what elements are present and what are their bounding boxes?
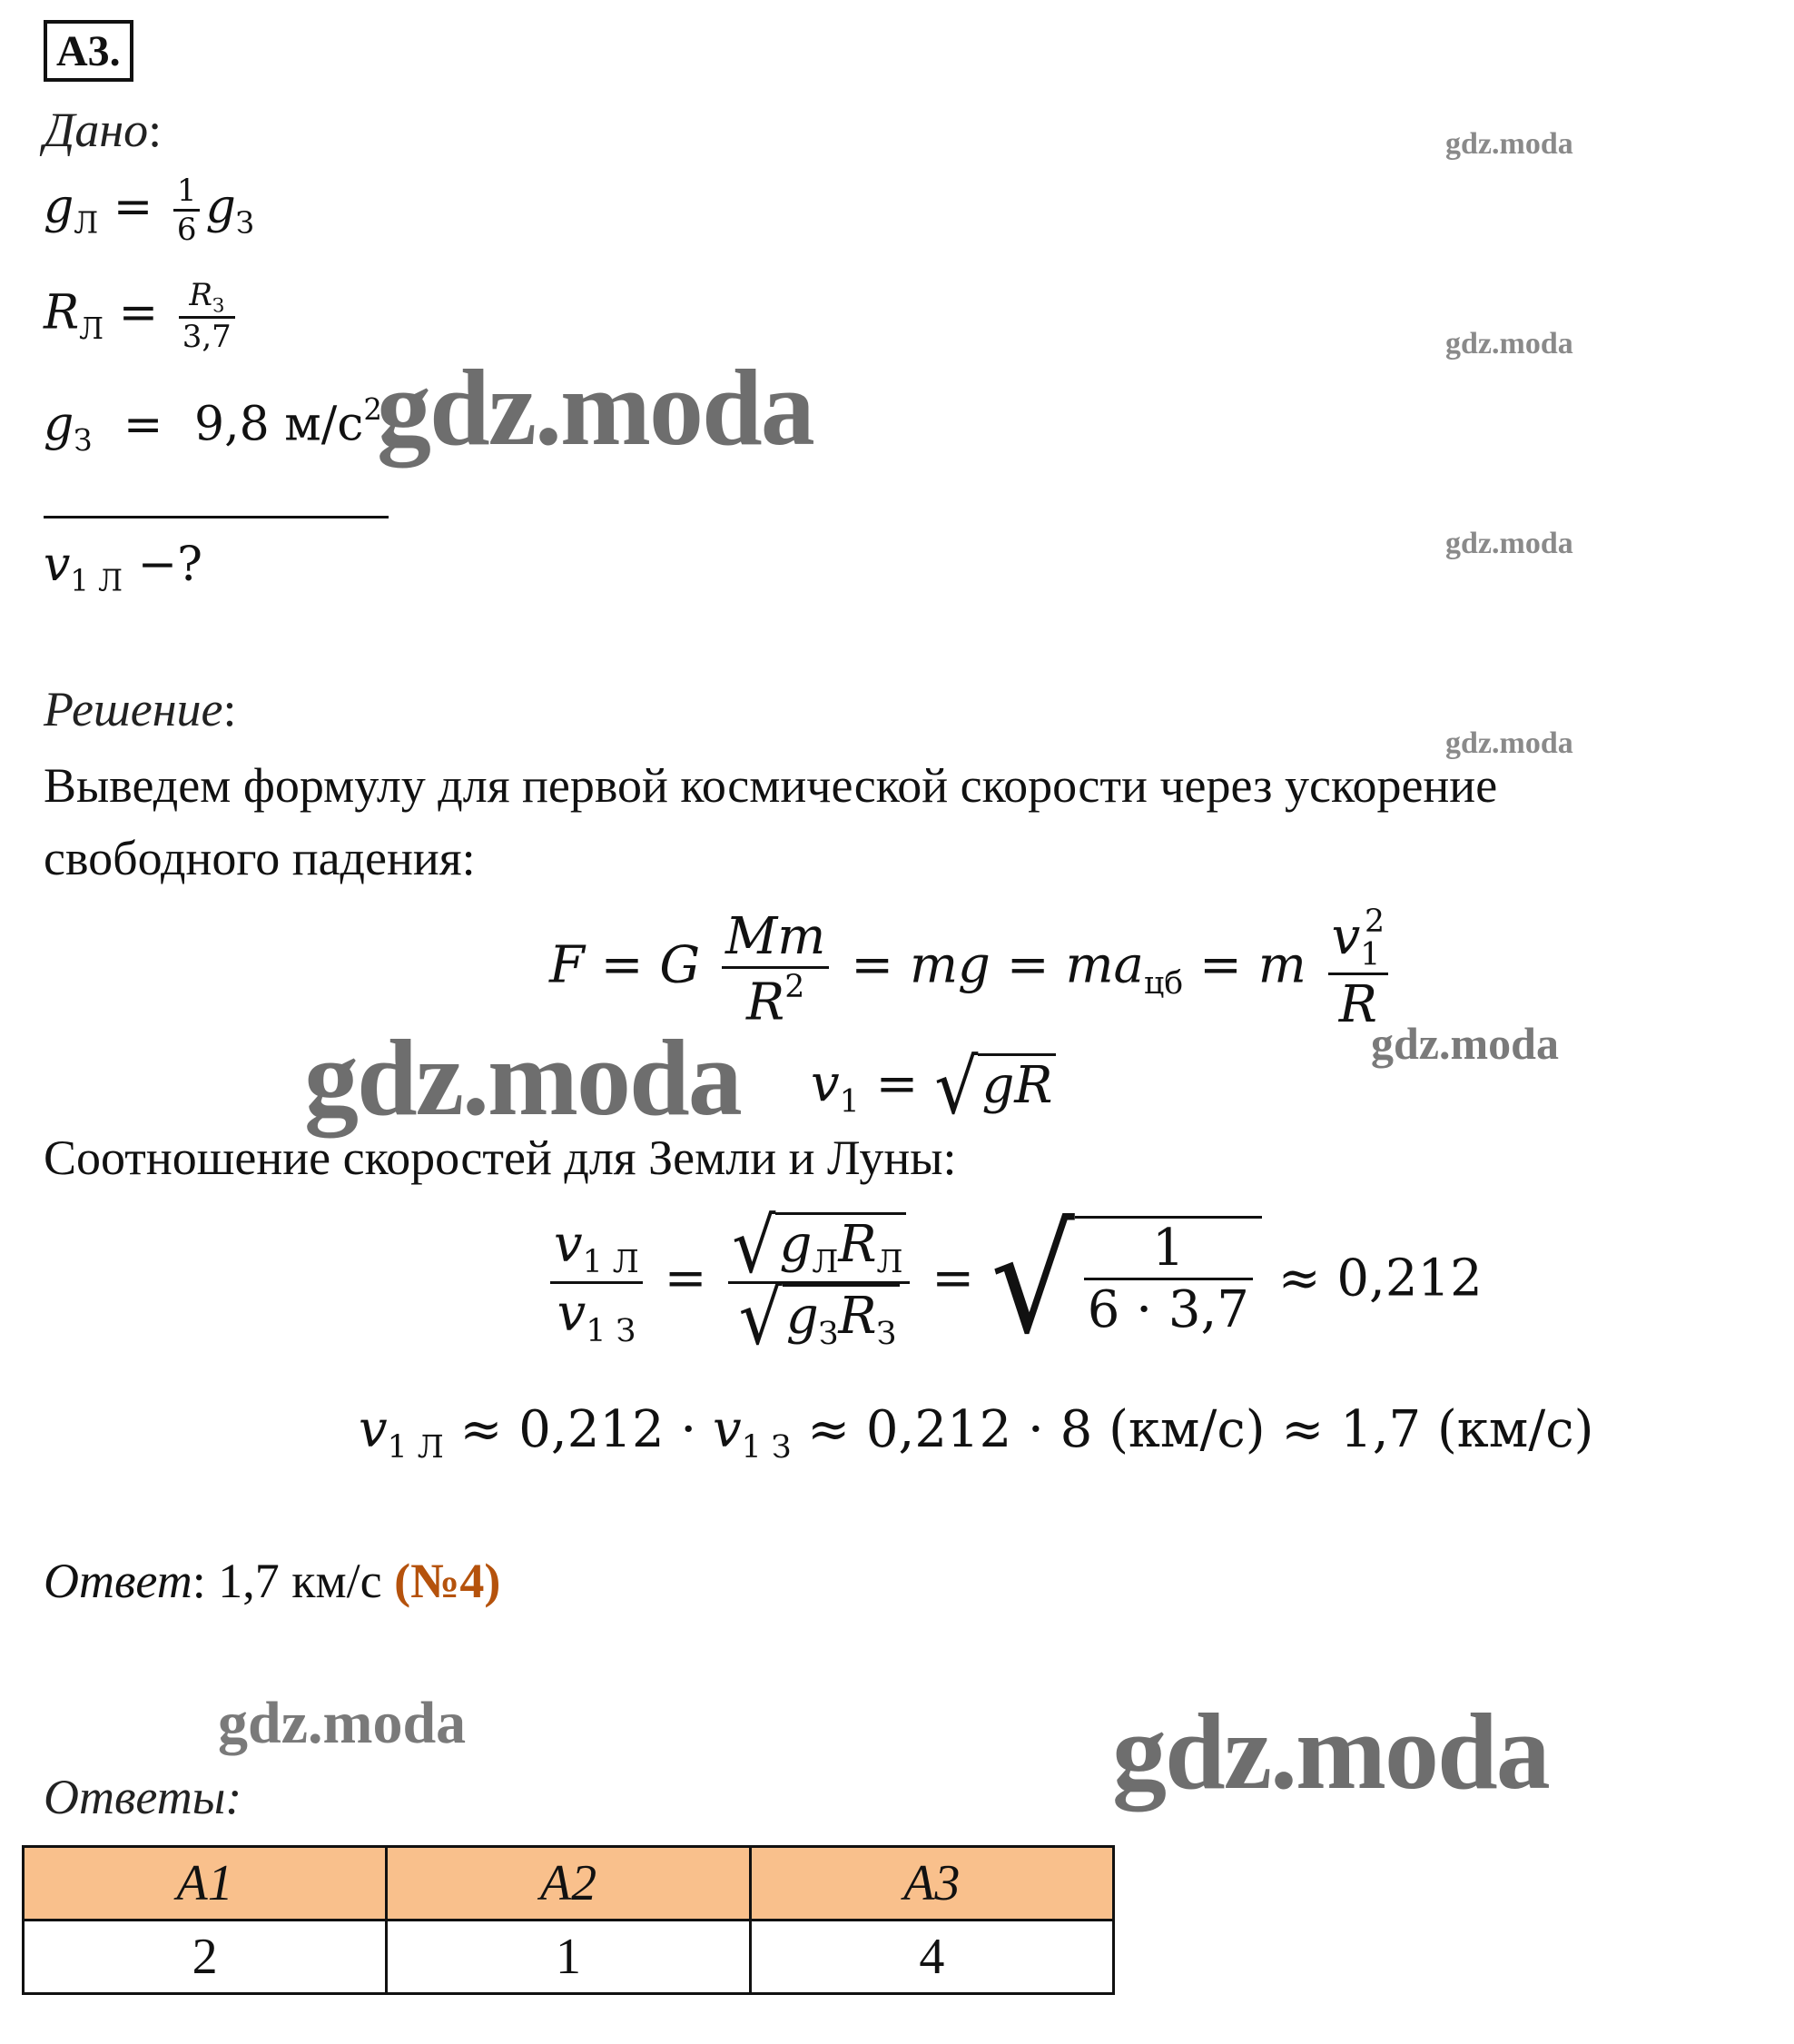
eq3-root-num-body: [775, 1212, 906, 1281]
eq1-eq-2: =: [851, 935, 894, 995]
eq4-v-moon: v: [359, 1400, 388, 1459]
eq3-root-num-g: g: [779, 1215, 813, 1274]
watermark: gdz.moda: [1371, 1018, 1559, 1069]
eq3-root-den-g-sub: З: [818, 1315, 839, 1352]
problem-label: А3.: [44, 20, 133, 82]
eq4-part-b: ≈ 0,212 ·: [443, 1400, 713, 1459]
eq1-frac1: [722, 907, 829, 1032]
eq3-big-den: 6 · 3,7: [1087, 1280, 1249, 1340]
eq3-root-den-sqrt: [738, 1273, 900, 1361]
eq3-root-num-g-sub: Л: [812, 1244, 839, 1281]
eq1-m: m: [1257, 935, 1306, 995]
eq1-frac2: [1328, 904, 1388, 1034]
eq3-root-num-r-sub: Л: [876, 1244, 903, 1281]
r-moon-num-sub: З: [212, 293, 225, 317]
eq4-v-earth-sub: 1 З: [741, 1429, 792, 1466]
eq3-lhs-num: [550, 1215, 643, 1280]
eq3-big-radical: √: [991, 1197, 1075, 1367]
answers-val-a3: 4: [750, 1921, 1113, 1994]
g-earth-factor-sub: З: [235, 205, 254, 241]
eq3-root-frac: [728, 1201, 910, 1361]
watermark: gdz.moda: [304, 1017, 741, 1138]
eq2-radical-sign: √: [934, 1042, 979, 1131]
g-earth-eq: =: [123, 397, 163, 452]
watermark: gdz.moda: [1112, 1691, 1549, 1812]
given-g-earth: [44, 392, 382, 458]
eq1-mg: mg: [909, 935, 991, 995]
g-moon-sub: Л: [74, 205, 99, 241]
answers-col-a2: А2: [387, 1847, 750, 1921]
answers-col-a1: А1: [24, 1847, 387, 1921]
answers-val-a1: 2: [24, 1921, 387, 1994]
solution-heading: [44, 681, 237, 737]
given-heading-colon: :: [148, 103, 163, 157]
g-earth-factor-symbol: g: [205, 180, 236, 234]
g-moon-fraction: [173, 173, 201, 248]
g-earth-symbol: g: [44, 397, 74, 452]
eq1-G: G: [659, 935, 701, 995]
given-divider: [44, 516, 389, 518]
eq1-frac2-num-sub: 1: [1360, 936, 1381, 973]
answer-colon: :: [192, 1554, 206, 1608]
eq1-ma: ma: [1065, 935, 1144, 995]
watermark: gdz.moda: [1445, 726, 1573, 760]
g-moon-symbol: g: [44, 180, 74, 234]
answer-choice: (№4): [394, 1554, 501, 1608]
eq2-sqrt: [934, 1042, 1056, 1131]
eq3-eq-2: =: [932, 1249, 975, 1308]
eq3-root-den-r: R: [838, 1286, 877, 1346]
eq3-root-num: [728, 1201, 910, 1290]
eq3-lhs-den: [554, 1284, 639, 1349]
eq2-lhs-sub: 1: [839, 1083, 860, 1121]
given-r-moon: [44, 277, 241, 355]
eq3-root-den-g: g: [785, 1286, 819, 1346]
watermark: gdz.moda: [377, 347, 813, 468]
g-earth-exp: 2: [363, 392, 382, 427]
eq3-root-num-r: R: [838, 1215, 877, 1274]
eq1-lhs: F: [549, 935, 585, 995]
eq1-eq-4: =: [1199, 935, 1242, 995]
eq3-big-sqrt: [991, 1197, 1262, 1367]
equation-ratio: [545, 1197, 1483, 1367]
r-moon-symbol: R: [44, 285, 80, 341]
r-moon-eq: =: [118, 285, 159, 341]
eq1-frac1-den: [743, 969, 808, 1032]
eq3-root-num-sqrt: [732, 1201, 906, 1290]
eq1-frac1-num: Mm: [724, 906, 826, 966]
eq3-big-body: [1075, 1216, 1262, 1348]
r-moon-sub: Л: [79, 311, 104, 346]
equation-moon-speed: [359, 1400, 1593, 1466]
answers-header-row: [24, 1847, 1114, 1921]
eq3-root-den-body: [783, 1284, 900, 1353]
find-symbol: v: [44, 538, 71, 592]
eq3-lhs-frac: [550, 1215, 643, 1348]
answer-value: 1,7 км/с: [205, 1554, 395, 1608]
answers-heading: Ответы:: [44, 1770, 242, 1824]
ratio-line: Соотношение скоростей для Земли и Луны:: [44, 1131, 957, 1185]
eq3-root-den: [735, 1273, 903, 1361]
eq3-big-frac: [1084, 1219, 1253, 1339]
watermark: gdz.moda: [1445, 327, 1573, 360]
eq1-ma-sub: цб: [1143, 964, 1184, 1002]
r-moon-frac-den: 3,7: [182, 319, 232, 356]
find-sub: 1 Л: [70, 563, 123, 598]
eq4-part-d: ≈ 0,212 · 8 (км/с) ≈ 1,7 (км/с): [791, 1400, 1594, 1459]
eq4-v-moon-sub: 1 Л: [387, 1429, 444, 1466]
solution-heading-colon: :: [222, 682, 237, 736]
given-heading-text: Дано: [44, 103, 149, 157]
eq1-frac1-den-exp: 2: [784, 968, 805, 1005]
given-heading: [44, 102, 162, 158]
eq3-lhs-num-sub: 1 Л: [582, 1244, 639, 1281]
solution-intro-line2: свободного падения:: [44, 831, 476, 885]
answers-col-a3: А3: [750, 1847, 1113, 1921]
eq4-v-earth: v: [713, 1400, 742, 1459]
eq2-radicand: gR: [978, 1053, 1056, 1122]
answers-val-a2: 1: [387, 1921, 750, 1994]
find-suffix: −?: [137, 538, 203, 592]
eq1-eq-3: =: [1006, 935, 1050, 995]
eq2-eq: =: [875, 1054, 919, 1114]
eq3-root-den-radical: √: [738, 1273, 783, 1361]
eq3-root-den-r-sub: З: [876, 1315, 897, 1352]
given-g-moon: [44, 173, 254, 248]
g-earth-sub: З: [74, 422, 93, 458]
eq3-eq-1: =: [664, 1249, 707, 1308]
g-earth-value: 9,8 м/с: [194, 397, 364, 452]
answer-heading: Ответ: [44, 1554, 192, 1608]
eq1-frac2-num: [1328, 904, 1388, 973]
eq2-lhs-symbol: v: [811, 1054, 840, 1114]
answer-line: [44, 1553, 500, 1609]
eq3-root-num-radical: √: [732, 1201, 776, 1290]
eq1-frac1-den-symbol: R: [746, 972, 785, 1032]
watermark: gdz.moda: [1445, 127, 1573, 161]
equation-first-cosmic: [811, 1042, 1056, 1131]
g-moon-frac-num: 1: [176, 173, 197, 209]
answers-table: [22, 1845, 1115, 1995]
watermark: gdz.moda: [1445, 527, 1573, 560]
solution-intro-line1: Выведем формулу для первой космической скорости через ускорение: [44, 758, 1498, 813]
r-moon-num-symbol: R: [189, 277, 212, 313]
eq3-lhs-den-sub: 1 З: [586, 1312, 636, 1349]
eq1-eq-1: =: [600, 935, 644, 995]
answers-value-row: [24, 1921, 1114, 1994]
r-moon-fraction: [179, 277, 235, 355]
eq1-frac2-num-exp: 2: [1365, 904, 1385, 940]
eq3-approx: ≈ 0,212: [1277, 1249, 1483, 1308]
find-quantity: [44, 538, 202, 597]
eq3-lhs-den-symbol: v: [557, 1283, 586, 1343]
solution-heading-text: Решение: [44, 682, 223, 736]
g-moon-frac-den: 6: [176, 212, 197, 248]
eq3-big-num: 1: [1152, 1219, 1185, 1279]
g-moon-eq: =: [113, 180, 153, 234]
watermark: gdz.moda: [218, 1690, 467, 1756]
eq1-frac2-num-symbol: v: [1331, 907, 1361, 967]
eq3-lhs-num-symbol: v: [554, 1215, 583, 1275]
eq1-frac2-den: R: [1338, 975, 1377, 1035]
r-moon-frac-num: [185, 277, 228, 316]
